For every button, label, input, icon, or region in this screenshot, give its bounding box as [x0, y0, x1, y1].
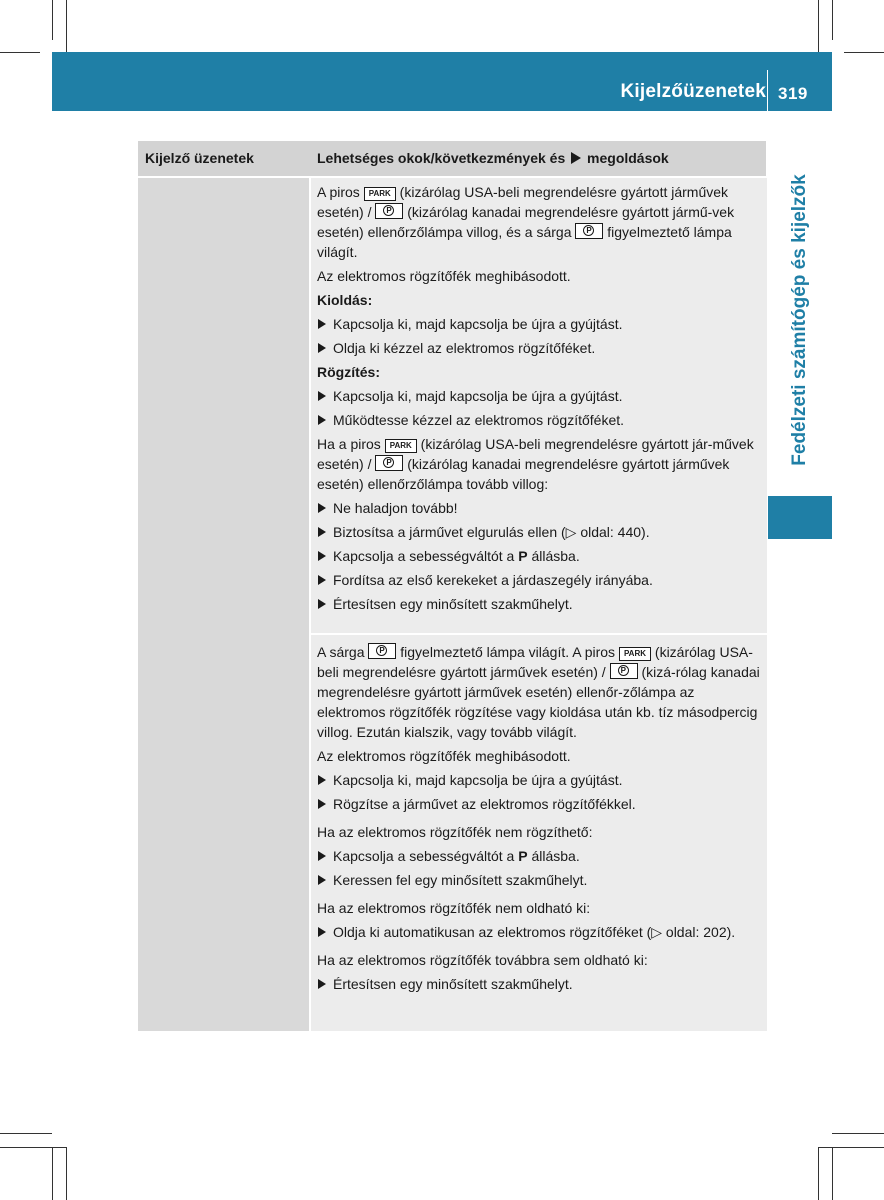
crop-mark — [0, 1147, 66, 1148]
list-item — [317, 546, 763, 566]
text: figyelmeztető lámpa világít. A piros — [400, 644, 616, 660]
parking-brake-icon — [575, 223, 603, 239]
list-item: Ne haladjon tovább! — [317, 498, 763, 518]
page-number: 319 — [778, 84, 808, 103]
text: A piros — [317, 184, 360, 200]
subheading: Rögzítés: — [317, 364, 380, 380]
crop-mark — [832, 1133, 884, 1134]
parking-brake-icon — [610, 663, 638, 679]
text: Kapcsolja a sebességváltót a — [333, 848, 515, 864]
text: állásba. — [531, 548, 580, 564]
message-column — [138, 178, 309, 1031]
park-icon: PARK — [385, 439, 417, 453]
text: A sárga — [317, 644, 365, 660]
list-item: Oldja ki automatikusan az elektromos rögzítőféket (▷ oldal: 202). — [317, 922, 763, 942]
text: állásba. — [531, 848, 580, 864]
parking-brake-icon — [375, 203, 403, 219]
table-header — [138, 141, 766, 176]
list-item: Oldja ki kézzel az elektromos rögzítőféket. — [317, 338, 763, 358]
paragraph — [317, 182, 763, 262]
crop-mark — [66, 1147, 67, 1200]
column-header-solutions-text: megoldások — [587, 150, 669, 166]
paragraph: Ha az elektromos rögzítőfék nem oldható ki: — [317, 900, 591, 916]
column-header-messages: Kijelző üzenetek — [145, 150, 254, 166]
side-tab-marker — [768, 496, 832, 539]
list-item: Értesítsen egy minősített szakműhelyt. — [317, 594, 763, 614]
list-item: Biztosítsa a járművet elgurulás ellen (▷ oldal: 440). — [317, 522, 763, 542]
park-icon: PARK — [364, 187, 396, 201]
text: (kizárólag kanadai megrendelésre gyártott járművek esetén) ellenőrzőlámpa tovább villog: — [317, 456, 730, 492]
paragraph: Ha az elektromos rögzítőfék továbbra sem oldható ki: — [317, 952, 648, 968]
header-divider — [767, 70, 768, 111]
column-header-causes-text: Lehetséges okok/következmények és — [317, 150, 566, 166]
crop-mark — [52, 0, 53, 40]
text: (kizárólag USA-beli megrendelésre gyártott jár-művek esetén) / — [317, 436, 754, 472]
text: Ha a piros — [317, 436, 381, 452]
paragraph — [317, 642, 763, 742]
list-item — [317, 846, 763, 866]
text: (kizárólag USA-beli megrendelésre gyártott járművek esetén) / — [317, 184, 729, 220]
gear-position: P — [518, 848, 528, 864]
row-divider — [311, 633, 767, 635]
crop-mark — [818, 1147, 819, 1200]
text: Kapcsolja a sebességváltót a — [333, 548, 515, 564]
crop-mark — [0, 1133, 52, 1134]
crop-mark — [818, 1147, 884, 1148]
parking-brake-icon — [368, 643, 396, 659]
gear-position: P — [518, 548, 528, 564]
list-item: Fordítsa az első kerekeket a járdaszegély irányába. — [317, 570, 763, 590]
crop-mark — [832, 0, 833, 40]
paragraph: Az elektromos rögzítőfék meghibásodott. — [317, 748, 571, 764]
crop-mark — [818, 0, 819, 52]
paragraph: Az elektromos rögzítőfék meghibásodott. — [317, 268, 571, 284]
table-row — [317, 642, 763, 998]
list-item: Működtesse kézzel az elektromos rögzítőféket. — [317, 410, 763, 430]
list-item: Rögzítse a járművet az elektromos rögzítőfékkel. — [317, 794, 763, 814]
column-header-causes — [317, 150, 669, 166]
list-item: Értesítsen egy minősített szakműhelyt. — [317, 974, 763, 994]
table-row — [317, 182, 763, 618]
paragraph — [317, 434, 763, 494]
parking-brake-icon — [375, 455, 403, 471]
list-item: Kapcsolja ki, majd kapcsolja be újra a gyújtást. — [317, 314, 763, 334]
arrow-right-icon — [571, 152, 581, 164]
crop-mark — [832, 1147, 833, 1200]
text: (kizárólag USA-beli megrendelésre gyártott járművek esetén) / — [317, 644, 753, 680]
text: (kizárólag kanadai megrendelésre gyártott jármű-vek esetén) ellenőrzőlámpa villog, és a sárga — [317, 204, 735, 240]
text: (kizá-rólag kanadai megrendelésre gyártott járművek esetén) ellenőr-zőlámpa az elektromos rögzítőfék rögzítése vagy kioldása után kb. tíz másodpercig villog. Ezután kialszik, vagy tovább világít. — [317, 664, 760, 740]
list-item: Kapcsolja ki, majd kapcsolja be újra a gyújtást. — [317, 386, 763, 406]
subheading: Kioldás: — [317, 292, 373, 308]
list-item: Kapcsolja ki, majd kapcsolja be újra a gyújtást. — [317, 770, 763, 790]
page-title: Kijelzőüzenetek — [620, 81, 766, 102]
list-item: Keressen fel egy minősített szakműhelyt. — [317, 870, 763, 890]
paragraph: Ha az elektromos rögzítőfék nem rögzíthető: — [317, 824, 593, 840]
text: figyelmeztető lámpa világít. — [317, 224, 732, 260]
park-icon: PARK — [619, 647, 651, 661]
crop-mark — [52, 1147, 53, 1200]
crop-mark — [66, 0, 67, 52]
side-tab-label: Fedélzeti számítógép és kijelzők — [789, 174, 810, 466]
crop-mark — [0, 52, 40, 53]
crop-mark — [844, 52, 884, 53]
